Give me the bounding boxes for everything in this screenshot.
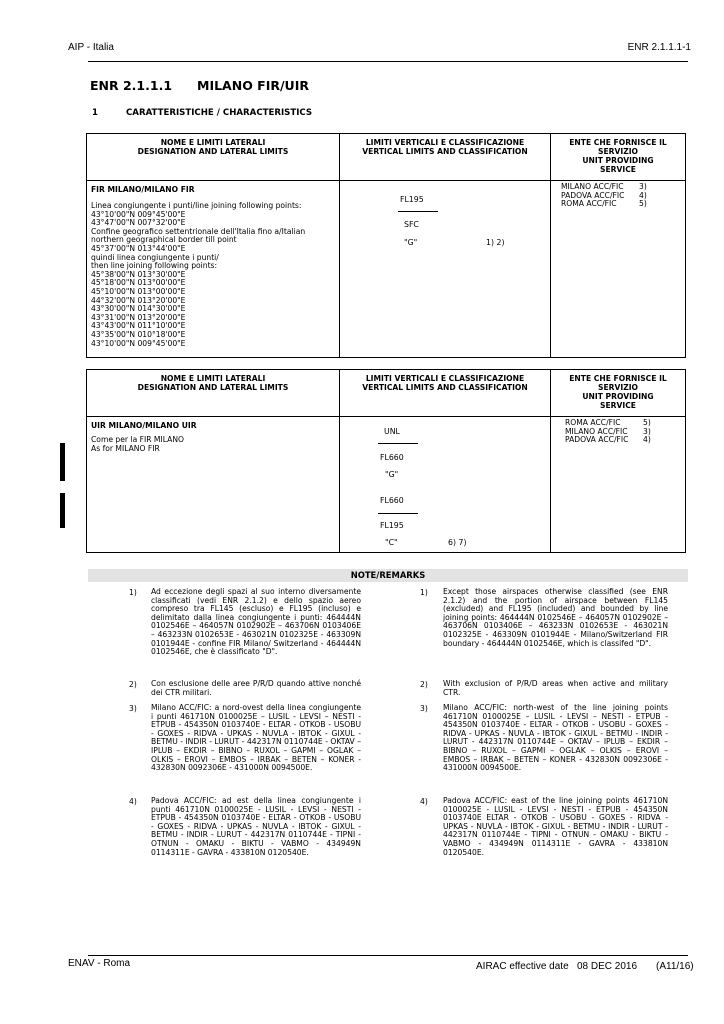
fir-boundary-line: 45°18'00"N 013°00'00"E <box>91 278 186 288</box>
header-line: NOME E LIMITI LATERALI <box>160 138 266 147</box>
note-number: 1) <box>129 588 137 597</box>
header-line: NOME E LIMITI LATERALI <box>160 374 266 383</box>
fir-boundary-line: 45°38'00"N 013°30'00"E <box>91 269 186 279</box>
uir-table <box>86 369 686 553</box>
header-line: DESIGNATION AND LATERAL LIMITS <box>137 383 289 392</box>
header-line: SERVICE <box>600 165 636 174</box>
fir-boundary-line: 45°10'00"N 013°00'00"E <box>91 286 186 296</box>
col-unit-header <box>551 370 686 417</box>
subsection-number: 1 <box>92 108 98 118</box>
fir-boundary-points <box>91 202 335 348</box>
header-line: ENTE CHE FORNISCE IL <box>569 138 667 147</box>
fir-boundary-line: Linea congiungente i punti/line joining following points: <box>91 201 302 210</box>
uir-name: UIR MILANO/MILANO UIR <box>91 421 197 430</box>
uir-unit-cell <box>551 417 686 553</box>
fir-vertical-cell <box>340 181 551 358</box>
footer-rule <box>88 955 688 956</box>
uir-class-notes: 6) 7) <box>448 538 467 547</box>
unit-note-ref: 3) <box>639 182 647 191</box>
subsection-title: CARATTERISTICHE / CHARACTERISTICS <box>126 108 313 118</box>
header-line: ENTE CHE FORNISCE IL <box>569 374 667 383</box>
limit-divider <box>398 211 438 212</box>
fir-boundary-line: 43°10'00"N 009°45'00"E <box>91 338 186 348</box>
unit-name: MILANO ACC/FIC <box>561 182 624 191</box>
header-line: DESIGNATION AND LATERAL LIMITS <box>137 147 289 156</box>
uir-classification-1: "G" <box>385 470 399 479</box>
fir-boundary-line: 44°32'00"N 013°20'00"E <box>91 295 186 305</box>
header-line: SERVICE <box>600 401 636 410</box>
note-number: 3) <box>129 704 137 713</box>
note-number: 4) <box>420 797 428 806</box>
fir-boundary-line: 43°31'00"N 013°20'00"E <box>91 312 186 322</box>
uir-lower-limit-2: FL195 <box>380 521 404 530</box>
unit-note-ref: 3) <box>643 426 651 436</box>
fir-boundary-line: Confine geografico settentrionale dell'Italia fino a/Italian <box>91 226 306 236</box>
limit-divider <box>378 443 418 444</box>
uir-description-en: As for MILANO FIR <box>91 443 160 453</box>
unit-name: MILANO ACC/FIC <box>565 426 628 436</box>
uir-designation-cell <box>87 417 340 553</box>
fir-boundary-line: 43°43'00"N 011°10'00"E <box>91 321 186 331</box>
footer-amendment: (A11/16) <box>656 961 694 972</box>
uir-upper-limit-2: FL660 <box>380 496 404 505</box>
fir-boundary-line: 43°47'00"N 007°32'00"E <box>91 218 186 228</box>
uir-classification-2: "C" <box>385 538 398 547</box>
fir-name: FIR MILANO/MILANO FIR <box>91 185 195 194</box>
note-number: 4) <box>129 797 137 806</box>
unit-name: ROMA ACC/FIC <box>565 418 621 427</box>
header-line: UNIT PROVIDING <box>582 156 654 165</box>
uir-lower-limit-1: FL660 <box>380 453 404 462</box>
header-line: SERVIZIO <box>598 383 638 392</box>
section-name: MILANO FIR/UIR <box>197 78 309 93</box>
unit-note-ref: 4) <box>639 190 647 200</box>
note-it-3: Milano ACC/FIC: a nord-ovest della linea congiungente i punti 461710N 0100025E – LUSIL - LEVSI – NESTI - ETPUB - 454350N 0103740E - ELTAR - OTKOB - USOBU - GOXES - RIDVA - UPKAS - NUVLA - IBTOK - GIXUL - BETMU - INDIR - LURUT - 442317N 0110744E - OKTAV – IPLUB – EKDIR – BIBNO – RUXOL – GAPMI – OGLAK – OLKIS – EROVI – EMBOS – IRBAK – BETEN – KONER - 432830N 0092306E - 431000N 0094500E. <box>151 703 361 773</box>
header-line: VERTICAL LIMITS AND CLASSIFICATION <box>362 147 528 156</box>
uir-units-list <box>551 417 685 445</box>
fir-units-list <box>551 181 685 209</box>
fir-boundary-line: 45°37'00"N 013°44'00"E <box>91 243 186 253</box>
fir-boundary-line: quindi linea congiungente i punti/ <box>91 252 219 262</box>
section-code: ENR 2.1.1.1 <box>90 78 173 93</box>
col-designation-header <box>87 370 340 417</box>
note-en-1: Except those airspaces otherwise classified (see ENR 2.1.2) and the portion of airspace between FL145 (excluded) and FL195 (included) and bounded by line joining points: 464444N 0102546E – 464057N 0102902E – 463706N 0103406E – 463233N 0102653E - 463021N 0102325E - 463309N 0101944E - Milano/Switzerland FIR boundary - 464444N 0102546E, which is classifed "D". <box>443 587 668 648</box>
fir-boundary-line: 43°30'00"N 014°30'00"E <box>91 304 186 314</box>
fir-designation-cell <box>87 181 340 358</box>
unit-row <box>561 200 685 209</box>
note-it-4: Padova ACC/FIC: ad est della linea congiungente i punti 461710N 0100025E - LUSIL - LEVSI - NESTI - ETPUB - 454350N 0103740E - ELTAR - OTKOB - USOBU - GOXES - RIDVA - UPKAS - NUVLA - IBTOK - GIXUL - BETMU - INDIR - LURUT - 442317N 0110744E - TIPNI - OTNUN - OMAKU - BIKTU - VABMO - 434949N 0114311E - GAVRA - 433810N 0120540E. <box>151 796 361 857</box>
note-it-2: Con esclusione delle aree P/R/D quando attive nonché dei CTR militari. <box>151 679 361 697</box>
header-left: AIP - Italia <box>68 42 114 53</box>
unit-name: ROMA ACC/FIC <box>561 199 617 209</box>
header-line: LIMITI VERTICALI E CLASSIFICAZIONE <box>365 374 525 383</box>
change-bar <box>60 493 65 528</box>
header-line: LIMITI VERTICALI E CLASSIFICAZIONE <box>365 138 525 147</box>
notes-header: NOTE/REMARKS <box>88 569 688 582</box>
note-number: 1) <box>420 588 428 597</box>
unit-note-ref: 5) <box>643 418 651 427</box>
note-number: 2) <box>420 680 428 689</box>
header-line: VERTICAL LIMITS AND CLASSIFICATION <box>362 383 528 392</box>
fir-boundary-line: northern geographical border till point <box>91 235 237 245</box>
col-designation-header <box>87 134 340 181</box>
fir-class-notes: 1) 2) <box>486 238 505 247</box>
col-vertical-header <box>340 370 551 417</box>
unit-row <box>565 436 685 445</box>
unit-note-ref: 5) <box>639 199 647 209</box>
unit-name: PADOVA ACC/FIC <box>565 435 629 445</box>
uir-vertical-cell <box>340 417 551 553</box>
limit-divider <box>378 513 418 514</box>
header-right: ENR 2.1.1.1-1 <box>627 42 691 53</box>
note-number: 2) <box>129 680 137 689</box>
note-en-4: Padova ACC/FIC: east of the line joining points 461710N 0100025E - LUSIL - LEVSI - NESTI - ETPUB - 454350N 0103740E ELTAR - OTKOB - USOBU - GOXES - RIDVA - UPKAS - NUVLA - IBTOK - GIXUL - BETMU - INDIR - LURUT - 442317N 0110744E - TIPNI - OTNUN - OMAKU - BIKTU - VABMO - 434949N 0114311E - GAVRA - 433810N 0120540E. <box>443 796 668 857</box>
uir-upper-limit-1: UNL <box>384 427 400 436</box>
header-line: UNIT PROVIDING <box>582 392 654 401</box>
fir-boundary-line: 43°35'00"N 010°18'00"E <box>91 329 186 339</box>
note-number: 3) <box>420 704 428 713</box>
change-bar <box>60 443 65 481</box>
fir-lower-limit: SFC <box>404 220 419 229</box>
fir-upper-limit: FL195 <box>400 195 424 204</box>
fir-table <box>86 133 686 358</box>
footer-left: ENAV - Roma <box>68 958 131 969</box>
col-unit-header <box>551 134 686 181</box>
header-line: SERVIZIO <box>598 147 638 156</box>
footer-airac-label: AIRAC effective date <box>476 961 569 972</box>
unit-name: PADOVA ACC/FIC <box>561 190 625 200</box>
note-it-1: Ad eccezione degli spazi al suo interno diversamente classificati (vedi ENR 2.1.2) e dello spazio aereo compreso tra FL145 (escluso) e FL195 (incluso) e delimitato dalla linea congiungente i punti: 464444N 0102546E – 464057N 0102902E – 463706N 0103406E – 463233N 0102653E - 463021N 0102325E - 463309N 0101944E - confine FIR Milano/ Switzerland - 464444N 0102546E, che è classificato "D". <box>151 587 361 657</box>
note-en-2: With exclusion of P/R/D areas when active and military CTR. <box>443 679 668 697</box>
footer-date: 08 DEC 2016 <box>577 961 638 972</box>
col-vertical-header <box>340 134 551 181</box>
note-en-3: Milano ACC/FIC: north-west of the line joining points 461710N 0100025E – LUSIL - LEVSI – NESTI - ETPUB - 454350N 0103740E - ELTAR - OTKOB - USOBU - GOXES - RIDVA - UPKAS - NUVLA - IBTOK - GIXUL - BETMU - INDIR - LURUT - 442317N 0110744E – OKTAV – IPLUB – EKDIR – BIBNO – RUXOL – GAPMI – OGLAK – OLKIS – EROVI – EMBOS – IRBAK – BETEN – KONER - 432830N 0092306E - 431000N 0094500E. <box>443 703 668 773</box>
unit-note-ref: 4) <box>643 435 651 445</box>
fir-unit-cell <box>551 181 686 358</box>
fir-boundary-line: 43°10'00"N 009°45'00"E <box>91 209 186 219</box>
fir-boundary-line: then line joining following points: <box>91 261 218 271</box>
uir-description-it: Come per la FIR MILANO <box>91 435 184 444</box>
fir-classification: "G" <box>404 238 418 247</box>
header-rule <box>88 61 688 62</box>
